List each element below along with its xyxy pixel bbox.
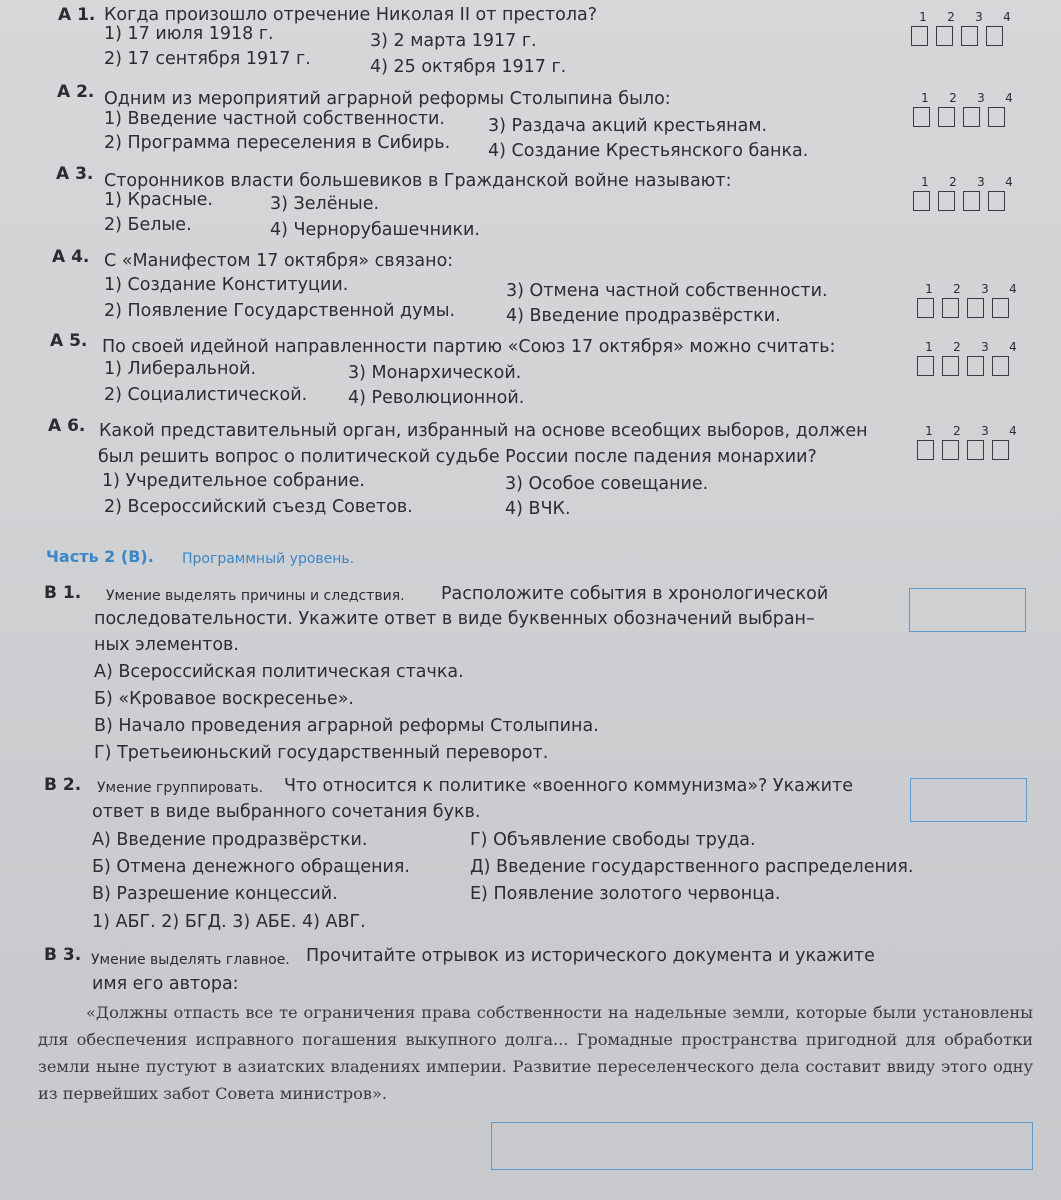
part2-heading: Часть 2 (В).	[46, 547, 154, 566]
option-a6-4: 4) ВЧК.	[505, 499, 571, 519]
option-a4-3: 3) Отмена частной собственности.	[506, 281, 828, 301]
item-b2-d: Д) Введение государственного распределения.	[470, 857, 914, 877]
answer-column-number: 3	[977, 175, 985, 189]
answer-column-number: 4	[1009, 340, 1017, 354]
answer-box-a3-3[interactable]	[963, 191, 980, 211]
question-text-b2-line1: Что относится к политике «военного коммунизма»? Укажите	[284, 776, 853, 796]
answer-column-number: 2	[949, 91, 957, 105]
option-a5-3: 3) Монархической.	[348, 363, 522, 383]
question-number-a3: А 3.	[56, 164, 94, 184]
document-excerpt-b3: «Должны отпасть все те ограничения права собственности на надельные земли, которые были установлены для обеспечения исправного погашения выкупного долга... Громадные пространства пригодной для обработки земли ныне пустуют в азиатских владениях империи. Развитие переселенческого дела составит ввиду этого одну из первейших забот Совета министров».	[38, 1003, 1033, 1103]
answer-box-a5-2[interactable]	[942, 356, 959, 376]
answer-box-a1-4[interactable]	[986, 26, 1003, 46]
answers-b2: 1) АБГ. 2) БГД. 3) АБЕ. 4) АВГ.	[92, 912, 366, 932]
item-b1-v: В) Начало проведения аграрной реформы Столыпина.	[94, 716, 599, 736]
answer-grid-a2	[913, 92, 1016, 127]
item-b2-b: Б) Отмена денежного обращения.	[92, 857, 410, 877]
answer-box-a1-2[interactable]	[936, 26, 953, 46]
answer-column-number: 1	[921, 175, 929, 189]
answer-grid-a5	[917, 341, 1020, 376]
question-text-b3-line2: имя его автора:	[92, 974, 239, 994]
answer-column-number: 4	[1009, 424, 1017, 438]
answer-box-a5-3[interactable]	[967, 356, 984, 376]
option-a1-1: 1) 17 июля 1918 г.	[104, 24, 274, 44]
answer-box-a2-1[interactable]	[913, 107, 930, 127]
option-a1-3: 3) 2 марта 1917 г.	[370, 31, 537, 51]
option-a2-2: 2) Программа переселения в Сибирь.	[104, 133, 451, 153]
answer-box-a6-3[interactable]	[967, 440, 984, 460]
answer-box-a2-4[interactable]	[988, 107, 1005, 127]
answer-box-a4-2[interactable]	[942, 298, 959, 318]
answer-box-a1-1[interactable]	[911, 26, 928, 46]
answer-box-a2-3[interactable]	[963, 107, 980, 127]
option-a3-1: 1) Красные.	[104, 190, 213, 210]
answer-column-number: 1	[919, 10, 927, 24]
option-a5-2: 2) Социалистической.	[104, 385, 308, 405]
question-number-a4: А 4.	[52, 247, 90, 267]
option-a6-2: 2) Всероссийский съезд Советов.	[104, 497, 413, 517]
question-text-a4: С «Манифестом 17 октября» связано:	[104, 251, 454, 271]
question-number-b1: В 1.	[44, 583, 82, 603]
answer-column-number: 2	[949, 175, 957, 189]
question-number-a6: А 6.	[48, 416, 86, 436]
skill-b1: Умение выделять причины и следствия.	[106, 588, 405, 604]
question-text-a1: Когда произошло отречение Николая II от престола?	[104, 5, 598, 25]
item-b2-e: Е) Появление золотого червонца.	[470, 884, 781, 904]
option-a5-1: 1) Либеральной.	[104, 359, 257, 379]
question-text-b2-line2: ответ в виде выбранного сочетания букв.	[92, 802, 481, 822]
option-a6-3: 3) Особое совещание.	[505, 474, 709, 494]
item-b2-v: В) Разрешение концессий.	[92, 884, 338, 904]
answer-column-number: 2	[953, 340, 961, 354]
item-b2-a: А) Введение продразвёрстки.	[92, 830, 368, 850]
question-number-a1: А 1.	[58, 5, 96, 25]
question-number-a5: А 5.	[50, 331, 88, 351]
answer-grid-a6	[917, 425, 1020, 460]
option-a5-4: 4) Революционной.	[348, 388, 525, 408]
answer-box-a3-2[interactable]	[938, 191, 955, 211]
answer-box-a1-3[interactable]	[961, 26, 978, 46]
option-a3-2: 2) Белые.	[104, 215, 192, 235]
answer-column-number: 3	[981, 424, 989, 438]
item-b1-g: Г) Третьеиюньский государственный переворот.	[94, 743, 549, 763]
answer-column-number: 3	[977, 91, 985, 105]
answer-box-a5-4[interactable]	[992, 356, 1009, 376]
answer-box-a3-4[interactable]	[988, 191, 1005, 211]
item-b2-g: Г) Объявление свободы труда.	[470, 830, 756, 850]
question-text-b1-line1: Расположите события в хронологической	[441, 584, 829, 604]
skill-b2: Умение группировать.	[97, 780, 264, 796]
question-text-b1-line2: последовательности. Укажите ответ в виде буквенных обозначений выбран–	[94, 609, 815, 629]
answer-box-a2-2[interactable]	[938, 107, 955, 127]
answer-column-number: 2	[953, 282, 961, 296]
answer-column-number: 1	[925, 340, 933, 354]
question-text-a5: По своей идейной направленности партию «Союз 17 октября» можно считать:	[102, 337, 836, 357]
option-a2-3: 3) Раздача акций крестьянам.	[488, 116, 768, 136]
question-text-a3: Сторонников власти большевиков в Гражданской войне называют:	[104, 171, 732, 191]
question-text-a6-line2: был решить вопрос о политической судьбе России после падения монархии?	[98, 447, 817, 467]
answer-column-number: 1	[925, 282, 933, 296]
answer-column-number: 4	[1003, 10, 1011, 24]
answer-column-number: 2	[953, 424, 961, 438]
answer-grid-a3	[913, 176, 1016, 211]
question-text-b3-line1: Прочитайте отрывок из исторического документа и укажите	[306, 946, 875, 966]
option-a4-2: 2) Появление Государственной думы.	[104, 301, 456, 321]
answer-column-number: 3	[981, 340, 989, 354]
item-b1-b: Б) «Кровавое воскресенье».	[94, 689, 354, 709]
answer-box-a4-3[interactable]	[967, 298, 984, 318]
answer-column-number: 1	[921, 91, 929, 105]
question-text-b1-line3: ных элементов.	[94, 635, 239, 655]
option-a4-1: 1) Создание Конституции.	[104, 275, 349, 295]
question-number-a2: А 2.	[57, 82, 95, 102]
answer-column-number: 4	[1005, 91, 1013, 105]
answer-column-number: 4	[1005, 175, 1013, 189]
answer-box-a5-1[interactable]	[917, 356, 934, 376]
option-a3-4: 4) Чернорубашечники.	[270, 220, 480, 240]
option-a3-3: 3) Зелёные.	[270, 194, 380, 214]
item-b1-a: А) Всероссийская политическая стачка.	[94, 662, 464, 682]
answer-field-b2[interactable]	[910, 778, 1027, 822]
option-a2-1: 1) Введение частной собственности.	[104, 109, 445, 129]
answer-box-a6-2[interactable]	[942, 440, 959, 460]
option-a6-1: 1) Учредительное собрание.	[102, 471, 365, 491]
answer-column-number: 4	[1009, 282, 1017, 296]
skill-b3: Умение выделять главное.	[91, 952, 290, 968]
option-a1-2: 2) 17 сентября 1917 г.	[104, 49, 311, 69]
answer-box-a6-4[interactable]	[992, 440, 1009, 460]
answer-box-a3-1[interactable]	[913, 191, 930, 211]
part2-level: Программный уровень.	[182, 551, 355, 567]
answer-grid-a4	[917, 283, 1020, 318]
answer-field-b1[interactable]	[909, 588, 1026, 632]
answer-box-a4-4[interactable]	[992, 298, 1009, 318]
answer-field-b3[interactable]	[491, 1122, 1033, 1170]
answer-column-number: 3	[981, 282, 989, 296]
option-a1-4: 4) 25 октября 1917 г.	[370, 57, 567, 77]
answer-box-a6-1[interactable]	[917, 440, 934, 460]
answer-column-number: 1	[925, 424, 933, 438]
question-text-a6-line1: Какой представительный орган, избранный на основе всеобщих выборов, должен	[99, 421, 868, 441]
answer-box-a4-1[interactable]	[917, 298, 934, 318]
question-number-b3: В 3.	[44, 945, 82, 965]
option-a4-4: 4) Введение продразвёрстки.	[506, 306, 781, 326]
question-number-b2: В 2.	[44, 775, 82, 795]
question-text-a2: Одним из мероприятий аграрной реформы Столыпина было:	[104, 89, 671, 109]
answer-column-number: 2	[947, 10, 955, 24]
answer-grid-a1	[911, 11, 1014, 46]
answer-column-number: 3	[975, 10, 983, 24]
option-a2-4: 4) Создание Крестьянского банка.	[488, 141, 809, 161]
